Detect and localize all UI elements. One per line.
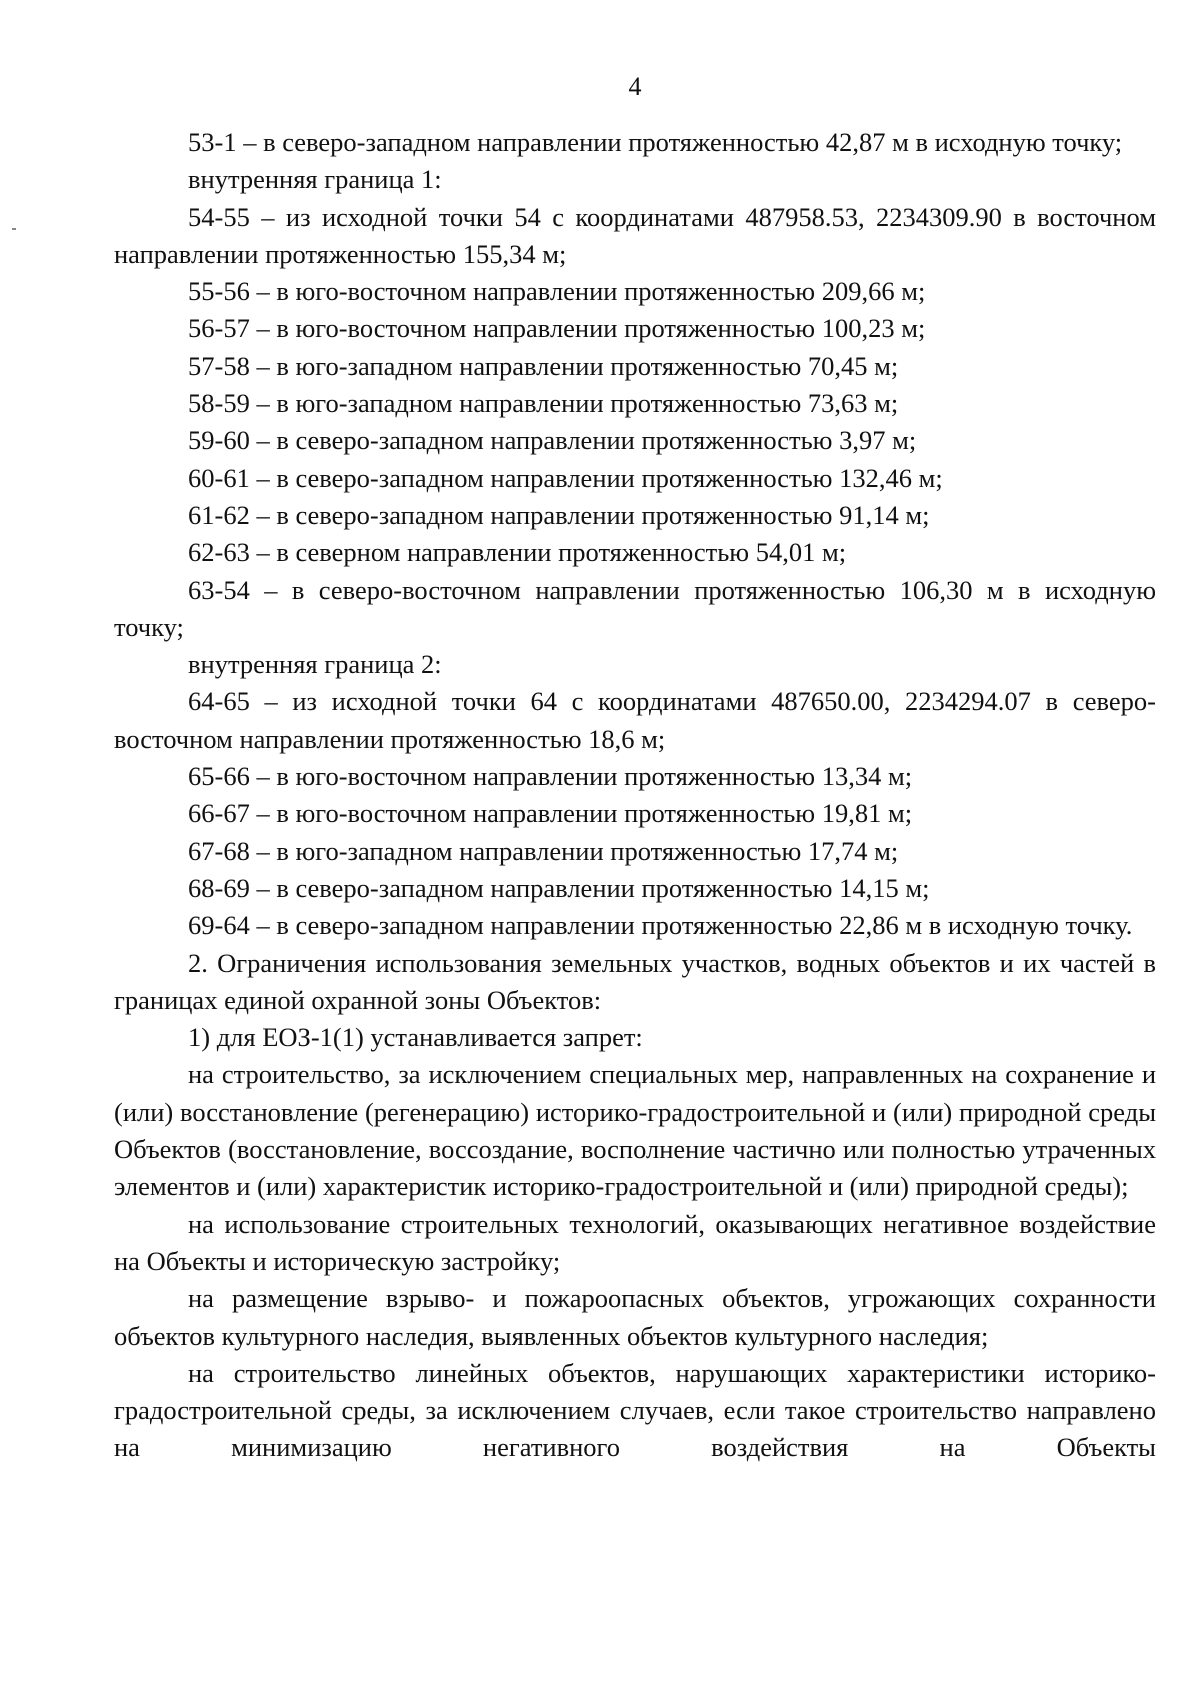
paragraph-boundary-61-62: 61-62 – в северо-западном направлении протяженностью 91,14 м; — [188, 499, 930, 530]
paragraph-inner-boundary-2-heading: внутренняя граница 2: — [188, 649, 442, 680]
paragraph-boundary-62-63: 62-63 – в северном направлении протяженностью 54,01 м; — [188, 537, 847, 568]
paragraph-boundary-64-65: 64-65 – из исходной точки 64 с координатами 487650.00, 2234294.07 в северо-восточном направлении протяженностью 18,6 м; — [114, 686, 1156, 754]
paragraph-boundary-67-68: 67-68 – в юго-западном направлении протяженностью 17,74 м; — [188, 835, 899, 866]
paragraph-section-2-restrictions: 2. Ограничения использования земельных участков, водных объектов и их частей в границах единой охранной зоны Объектов: — [114, 947, 1156, 1015]
paragraph-boundary-69-64: 69-64 – в северо-западном направлении протяженностью 22,86 м в исходную точку. — [188, 910, 1133, 941]
paragraph-boundary-54-55: 54-55 – из исходной точки 54 с координатами 487958.53, 2234309.90 в восточном направлении протяженностью 155,34 м; — [114, 201, 1156, 269]
paragraph-ban-hazardous-objects: на размещение взрыво- и пожароопасных объектов, угрожающих сохранности объектов культурного наследия, выявленных объектов культурного наследия; — [114, 1283, 1156, 1351]
paragraph-boundary-57-58: 57-58 – в юго-западном направлении протяженностью 70,45 м; — [188, 350, 899, 381]
paragraph-boundary-66-67: 66-67 – в юго-восточном направлении протяженностью 19,81 м; — [188, 798, 913, 829]
paragraph-boundary-60-61: 60-61 – в северо-западном направлении протяженностью 132,46 м; — [188, 462, 943, 493]
paragraph-inner-boundary-1-heading: внутренняя граница 1: — [188, 164, 442, 195]
paragraph-boundary-53-1: 53-1 – в северо-западном направлении протяженностью 42,87 м в исходную точку; — [188, 127, 1123, 157]
paragraph-boundary-63-54: 63-54 – в северо-восточном направлении протяженностью 106,30 м в исходную точку; — [114, 574, 1156, 642]
scan-mark — [12, 228, 16, 230]
paragraph-boundary-55-56: 55-56 – в юго-восточном направлении протяженностью 209,66 м; — [188, 276, 926, 307]
paragraph-ban-construction: на строительство, за исключением специальных мер, направленных на сохранение и (или) восстановление (регенерацию) историко-градостроительной и (или) природной среды Объектов (восстановление, воссоздание, восполнение частично или полностью утраченных элементов и (или) характеристик историко-градостроительной и (или) природной среды); — [114, 1059, 1156, 1202]
paragraph-boundary-56-57: 56-57 – в юго-восточном направлении протяженностью 100,23 м; — [188, 313, 926, 344]
document-body — [114, 124, 1156, 1467]
paragraph-ban-linear-objects: на строительство линейных объектов, нарушающих характеристики историко-градостроительной среды, за исключением случаев, если такое строительство направлено на минимизацию негативного воздействия на Объекты — [114, 1357, 1156, 1463]
page-number: 4 — [628, 72, 642, 101]
paragraph-boundary-59-60: 59-60 – в северо-западном направлении протяженностью 3,97 м; — [188, 425, 917, 456]
paragraph-eoz-1-1-ban: 1) для ЕОЗ-1(1) устанавливается запрет: — [188, 1022, 643, 1053]
paragraph-ban-technologies: на использование строительных технологий, оказывающих негативное воздействие на Объекты и историческую застройку; — [114, 1208, 1156, 1276]
paragraph-boundary-58-59: 58-59 – в юго-западном направлении протяженностью 73,63 м; — [188, 388, 899, 419]
paragraph-boundary-68-69: 68-69 – в северо-западном направлении протяженностью 14,15 м; — [188, 872, 930, 903]
paragraph-boundary-65-66: 65-66 – в юго-восточном направлении протяженностью 13,34 м; — [188, 761, 913, 792]
